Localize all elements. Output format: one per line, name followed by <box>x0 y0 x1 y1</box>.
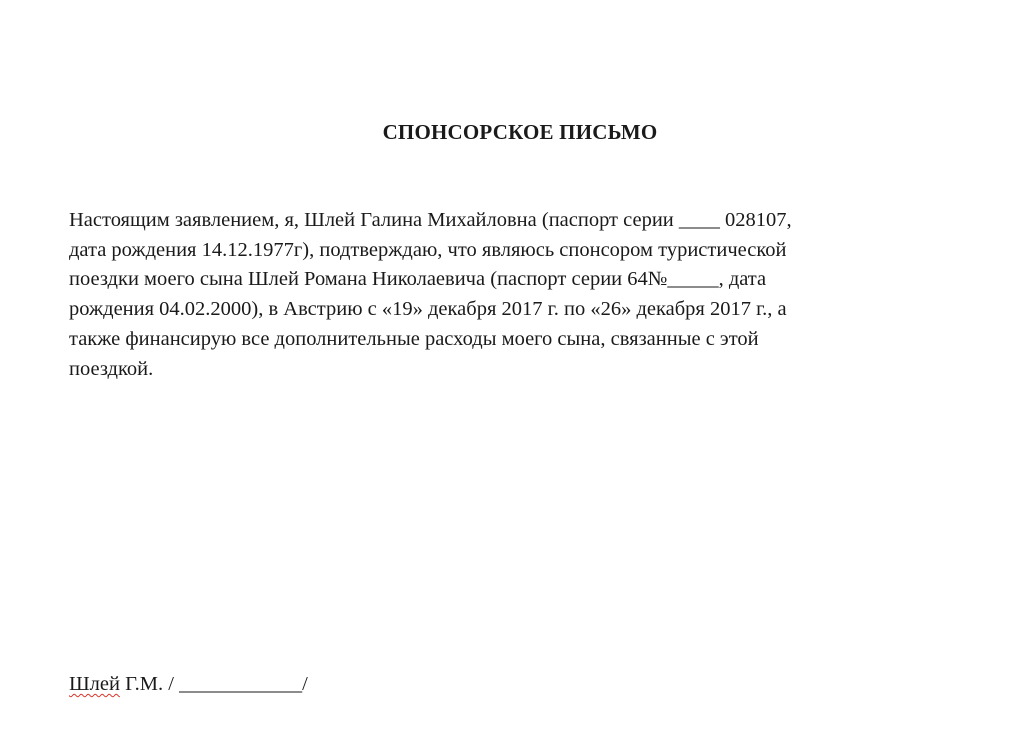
document-body <box>69 206 949 384</box>
body-line: Настоящим заявлением, я, Шлей Галина Михайловна (паспорт серии ____ 028107, <box>69 209 792 231</box>
body-line: поездки моего сына Шлей Романа Николаевича (паспорт серии 64№_____, дата <box>69 268 767 291</box>
body-line: также финансирую все дополнительные расходы моего сына, связанные с этой <box>69 327 759 350</box>
signature-initials-blank: Г.М. / ____________/ <box>119 673 308 695</box>
body-line: рождения 04.02.2000), в Австрию с «19» декабря 2017 г. по «26» декабря 2017 г., а <box>69 298 787 321</box>
signature-surname: Шлей <box>69 673 120 695</box>
body-line: поездкой. <box>69 357 154 380</box>
body-line: дата рождения 14.12.1977г), подтверждаю, что являюсь спонсором туристической <box>69 238 787 261</box>
signature-line <box>69 670 308 698</box>
document-title: СПОНСОРСКОЕ ПИСЬМО <box>382 120 658 144</box>
